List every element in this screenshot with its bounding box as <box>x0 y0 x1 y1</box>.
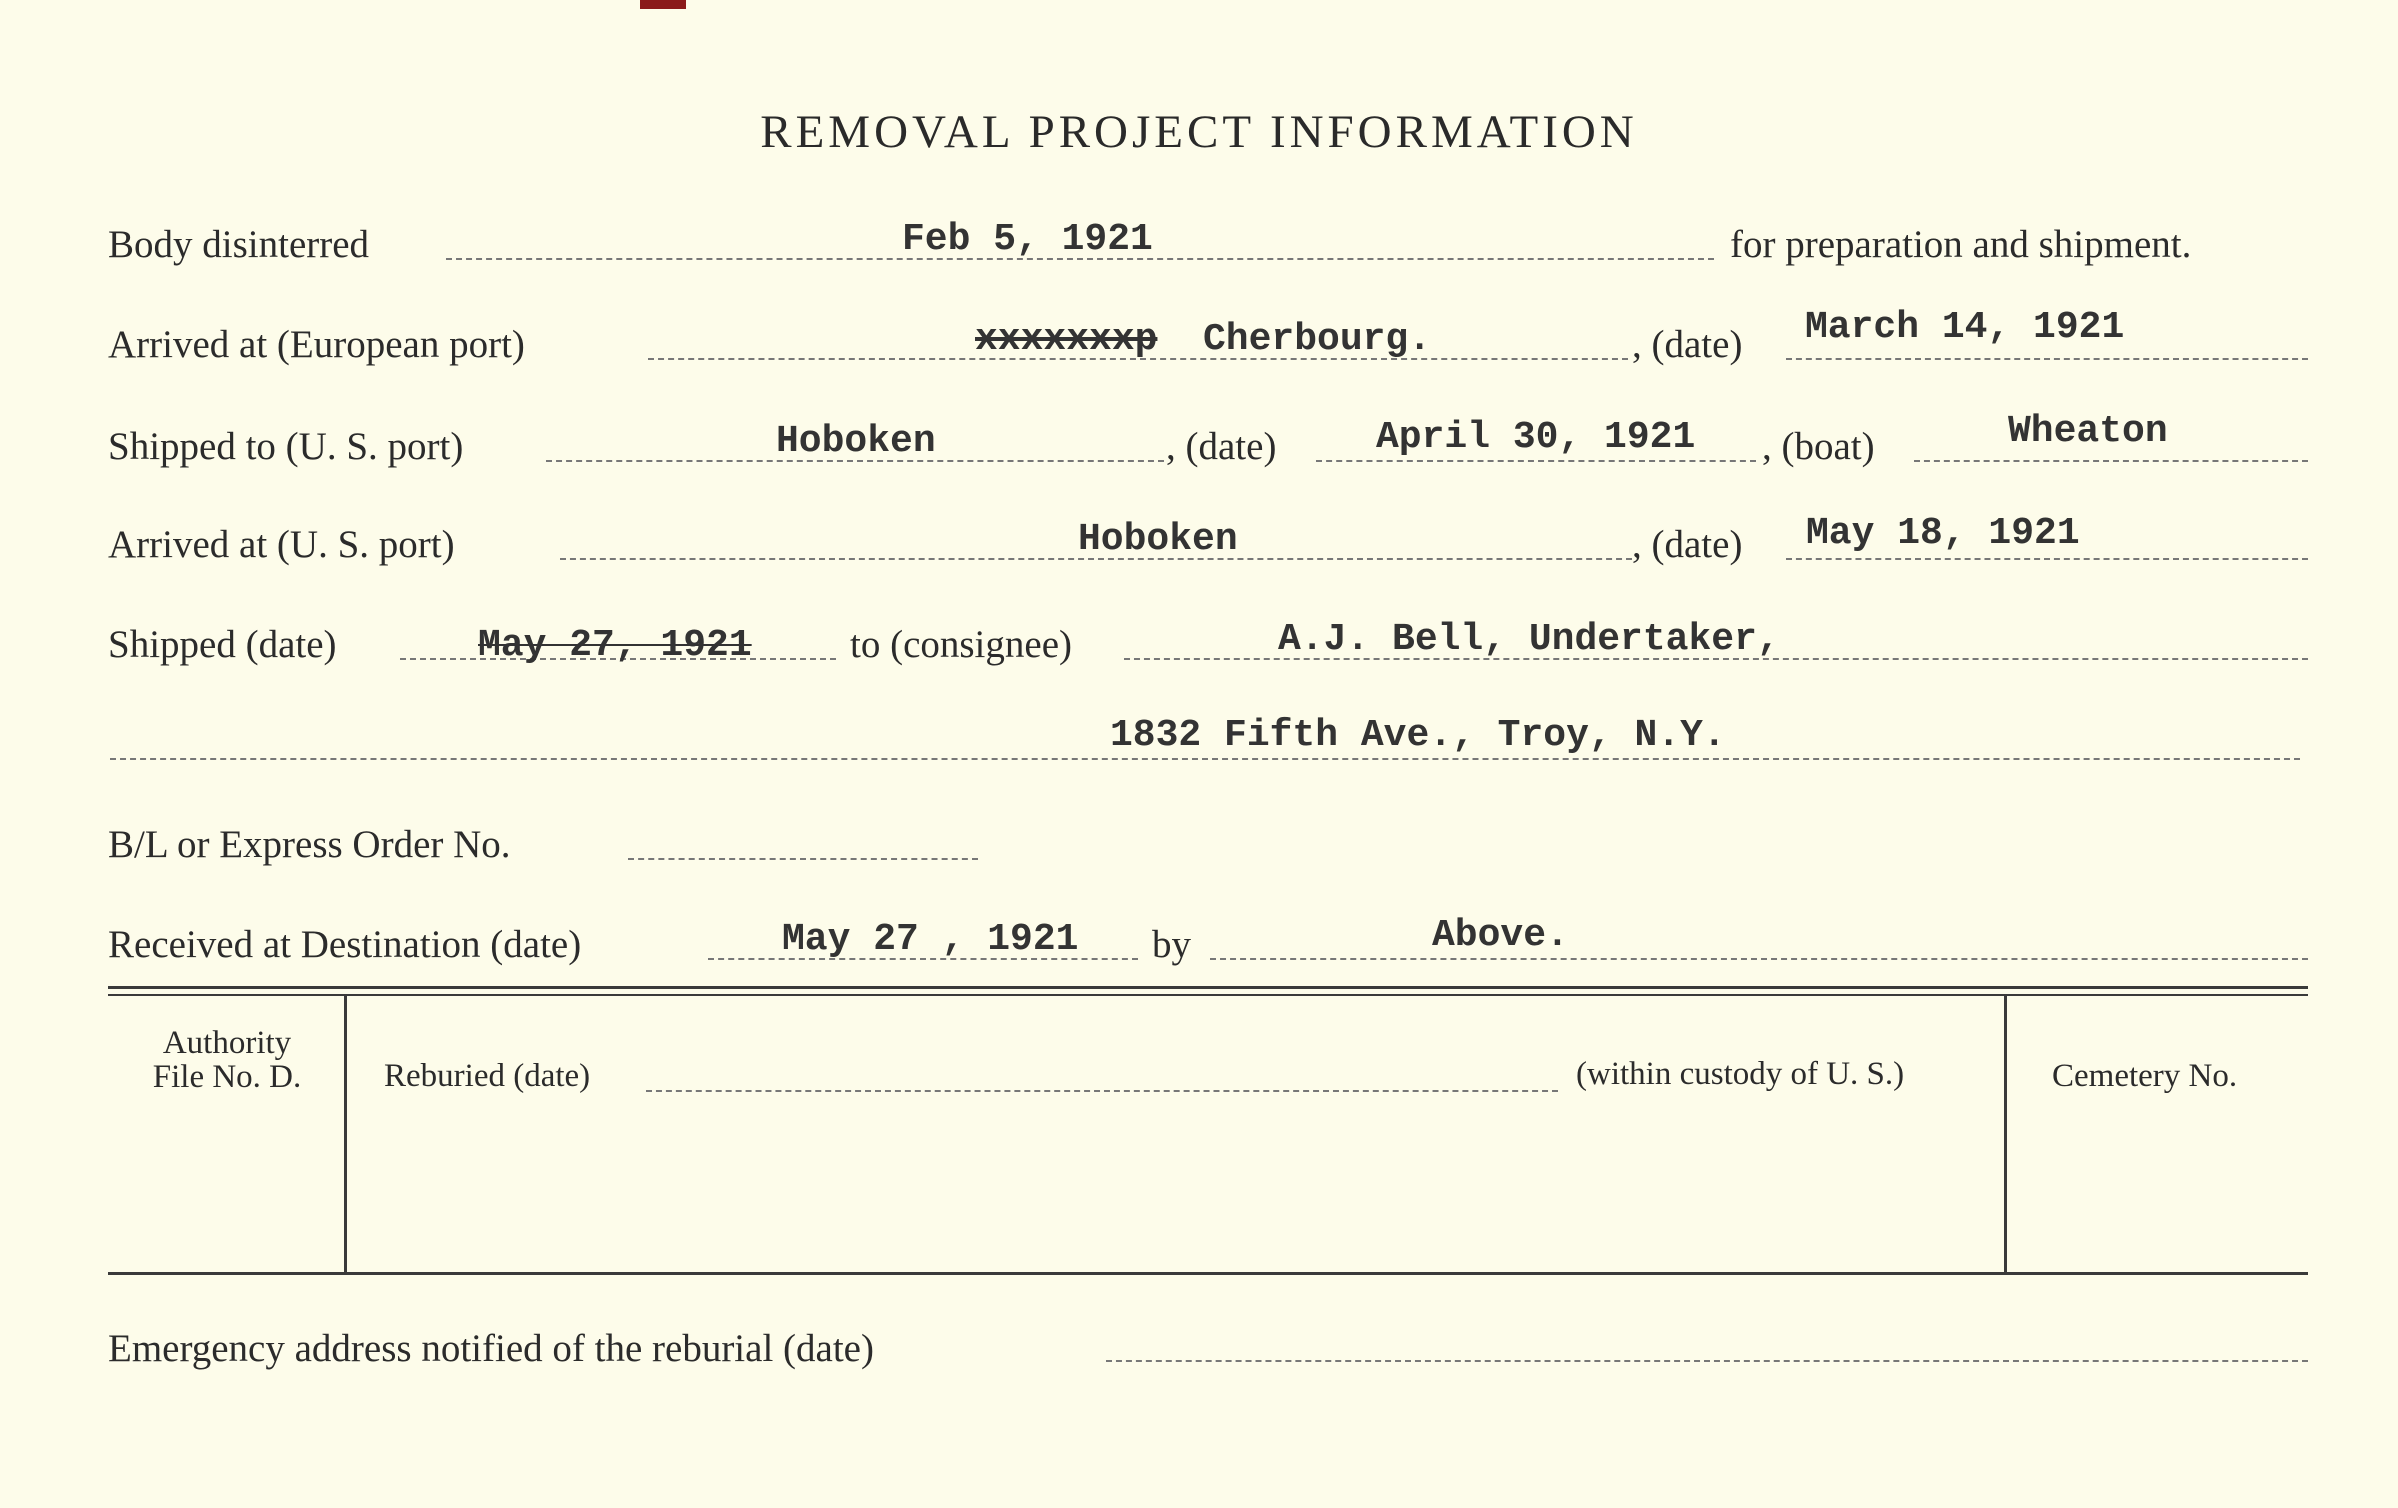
label-shipped-date-2: Shipped (date) <box>108 623 337 666</box>
label-emergency-address: Emergency address notified of the reburial (date) <box>108 1327 874 1370</box>
label-body-disinterred: Body disinterred <box>108 223 370 266</box>
label-boat: , (boat) <box>1762 425 1875 468</box>
red-ink-mark <box>640 0 686 9</box>
label-arrived-european-port: Arrived at (European port) <box>108 323 525 366</box>
value-consignee-address: 1832 Fifth Ave., Troy, N.Y. <box>1110 714 1726 757</box>
value-boat: Wheaton <box>2008 410 2168 453</box>
label-arrived-us-port: Arrived at (U. S. port) <box>108 523 455 566</box>
label-consignee: to (consignee) <box>850 623 1073 666</box>
value-european-date: March 14, 1921 <box>1805 306 2125 349</box>
value-consignee: A.J. Bell, Undertaker, <box>1278 618 1780 661</box>
value-received-by: Above. <box>1432 914 1569 957</box>
label-authority: Authority <box>162 1025 292 1061</box>
value-shipped-date-2: May 27, 1921 <box>478 624 752 667</box>
label-received-destination: Received at Destination (date) <box>108 923 582 966</box>
value-shipped-to-port: Hoboken <box>776 420 936 463</box>
label-preparation-shipment: for preparation and shipment. <box>1730 223 2192 266</box>
value-shipped-date: April 30, 1921 <box>1376 416 1696 459</box>
table-divider-right <box>2004 996 2007 1272</box>
value-struck-text: xxxxxxxp <box>975 318 1158 361</box>
table-bottom-rule <box>108 1272 2308 1275</box>
line-bl-express-order <box>628 858 978 860</box>
label-file-no: File No. D. <box>152 1059 302 1095</box>
label-reburied-date: Reburied (date) <box>384 1058 591 1094</box>
table-top-rule <box>108 986 2308 989</box>
label-shipped-to-us-port: Shipped to (U. S. port) <box>108 425 464 468</box>
label-within-custody: (within custody of U. S.) <box>1576 1056 1905 1092</box>
value-arrived-us-port: Hoboken <box>1078 518 1238 561</box>
line-emergency-date <box>1106 1360 2308 1362</box>
line-boat <box>1914 460 2308 462</box>
line-received-by <box>1210 958 2308 960</box>
line-shipped-date <box>1316 460 1756 462</box>
table-divider-left <box>344 996 347 1272</box>
line-european-date <box>1786 358 2308 360</box>
card-title: REMOVAL PROJECT INFORMATION <box>760 106 1638 158</box>
table-top-rule-2 <box>108 994 2308 996</box>
line-reburied-date <box>646 1090 1558 1092</box>
label-by: by <box>1152 923 1191 966</box>
value-disinterred-date: Feb 5, 1921 <box>902 218 1153 261</box>
value-european-port: Cherbourg. <box>1203 318 1432 361</box>
label-shipped-date: , (date) <box>1166 425 1277 468</box>
label-cemetery-no: Cemetery No. <box>2052 1058 2238 1094</box>
label-bl-express-order: B/L or Express Order No. <box>108 823 511 866</box>
value-received-date: May 27 , 1921 <box>782 918 1079 961</box>
label-arrived-us-date: , (date) <box>1632 523 1743 566</box>
line-consignee-address <box>110 758 2300 760</box>
label-european-date: , (date) <box>1632 323 1743 366</box>
value-arrived-us-date: May 18, 1921 <box>1806 512 2080 555</box>
line-arrived-us-date <box>1786 558 2308 560</box>
